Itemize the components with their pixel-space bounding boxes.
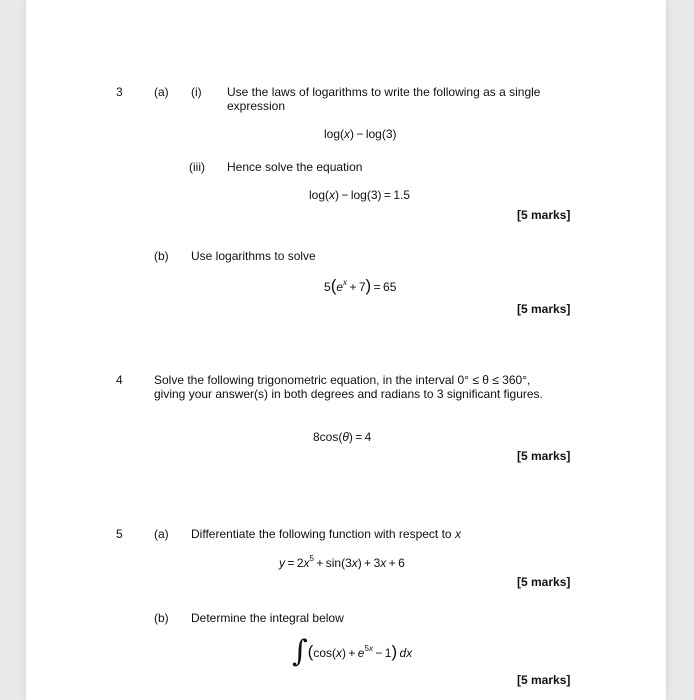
question-4-number: 4 xyxy=(116,373,123,387)
question-3b-marks: [5 marks] xyxy=(517,302,571,316)
question-3b-equation: $5(e^x + 7) = 65$ xyxy=(324,276,397,295)
exam-page xyxy=(26,0,666,700)
question-5b-label: (b) xyxy=(154,611,169,625)
question-5a-equation: $y = 2x^5 + \sin(3x) + 3x + 6$ xyxy=(279,554,405,570)
question-3a-i-expression: log(x) − log(3) xyxy=(324,127,397,141)
question-3-number: 3 xyxy=(116,85,123,99)
question-5a-marks: [5 marks] xyxy=(517,575,571,589)
question-5-number: 5 xyxy=(116,527,123,541)
question-3a-iii-label: (iii) xyxy=(189,160,205,174)
question-3a-i-instruction-line1: Use the laws of logarithms to write the following as a single xyxy=(227,85,541,99)
question-5b-instruction: Determine the integral below xyxy=(191,611,344,625)
question-4-instruction-line2: giving your answer(s) in both degrees and radians to 3 significant figures. xyxy=(154,387,543,401)
question-4-equation: 8cos(θ) = 4 xyxy=(313,430,372,444)
question-3a-i-instruction-line2: expression xyxy=(227,99,286,113)
question-3b-instruction: Use logarithms to solve xyxy=(191,249,316,263)
question-4-interval: 0° ≤ θ ≤ 360° xyxy=(457,373,527,387)
question-5a-instruction: Differentiate the following function with respect to x xyxy=(191,527,461,541)
question-3b-label: (b) xyxy=(154,249,169,263)
question-3a-i-label: (i) xyxy=(191,85,202,99)
question-4-instruction-line1: Solve the following trigonometric equation, in the interval 0° ≤ θ ≤ 360°, xyxy=(154,373,531,387)
question-5b-marks: [5 marks] xyxy=(517,673,571,687)
question-3a-marks: [5 marks] xyxy=(517,208,571,222)
question-5a-variable: x xyxy=(454,527,461,541)
question-3a-label: (a) xyxy=(154,85,169,99)
question-3a-iii-equation: log(x) − log(3) = 1.5 xyxy=(309,188,410,202)
question-3a-iii-instruction: Hence solve the equation xyxy=(227,160,363,174)
question-4-marks: [5 marks] xyxy=(517,449,571,463)
question-5b-integral: $\int(\cos(x) + e^{5x} - 1)$ dx xyxy=(292,634,413,669)
question-5a-label: (a) xyxy=(154,527,169,541)
